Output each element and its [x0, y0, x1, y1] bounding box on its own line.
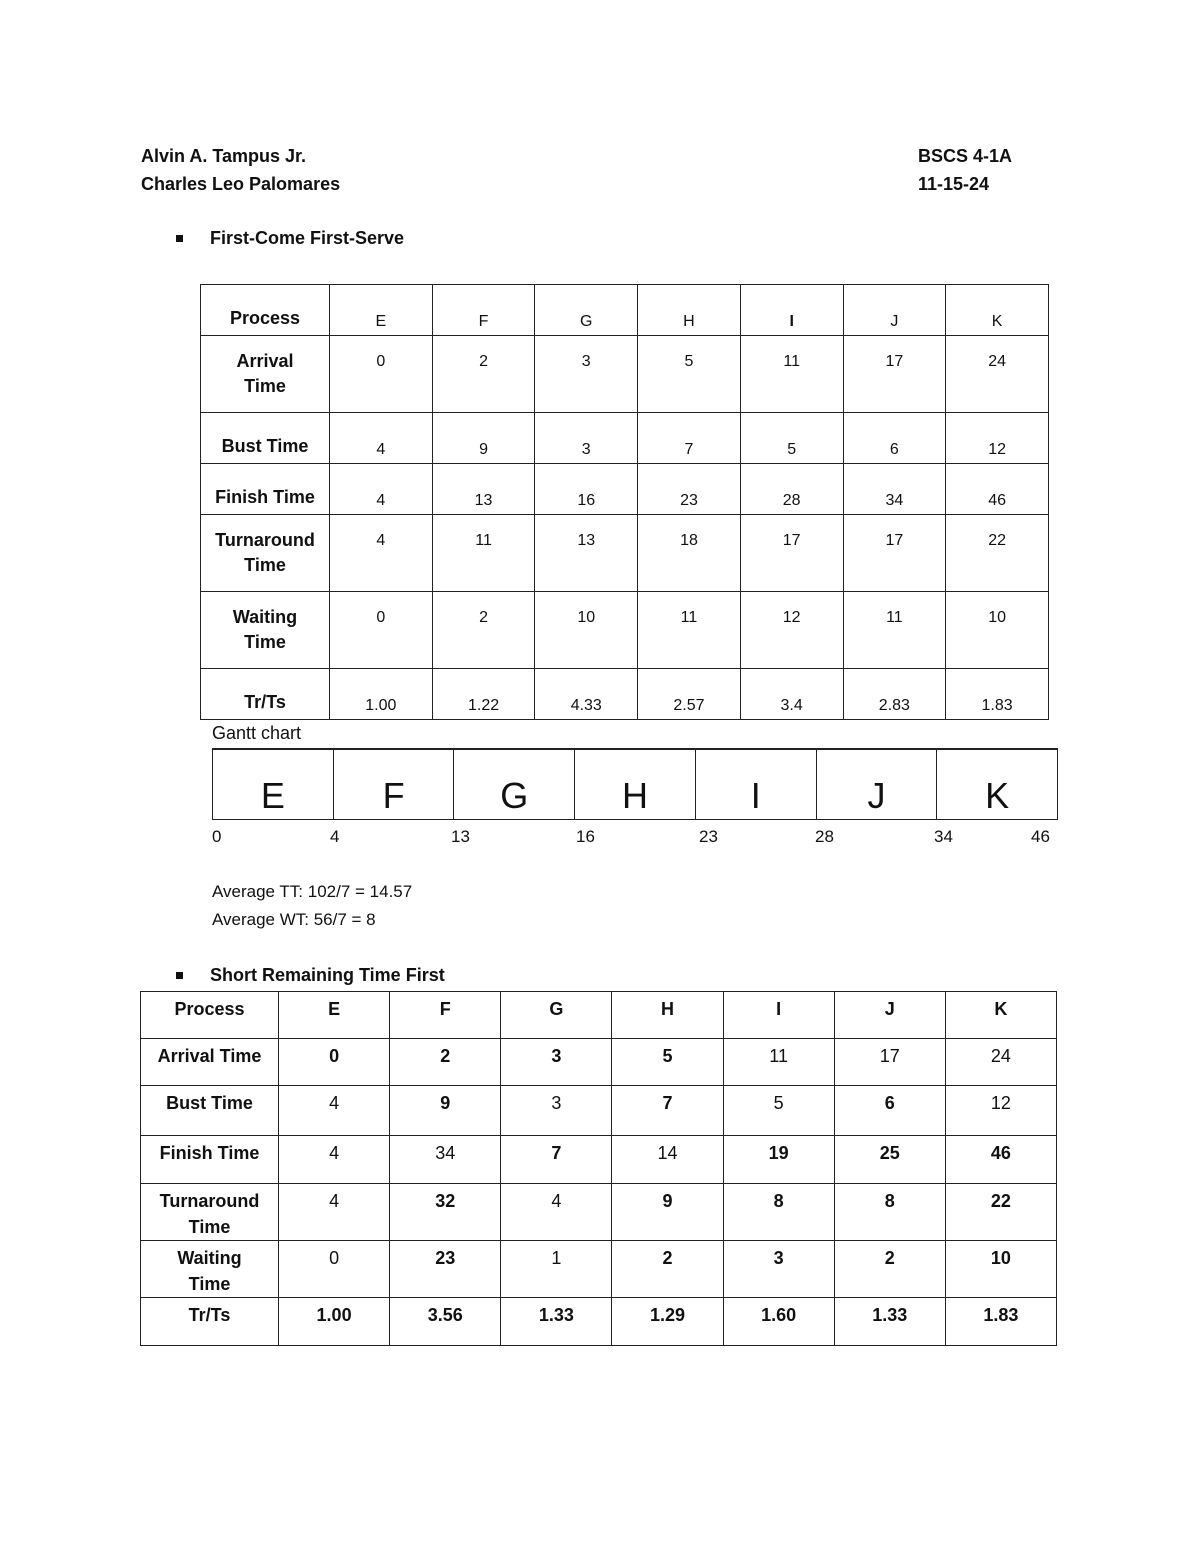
value-cell: 8 [723, 1184, 834, 1241]
bullet-icon [176, 235, 183, 242]
value-cell: 11 [432, 515, 535, 592]
row-label [141, 1184, 279, 1241]
value-cell: 10 [946, 592, 1049, 669]
gantt-block: G [454, 750, 575, 819]
gantt-tick: 46 [1031, 827, 1050, 846]
row-label [201, 515, 330, 592]
value-cell: 1 [501, 1241, 612, 1298]
value-cell: 7 [501, 1136, 612, 1184]
value-cell: 12 [740, 592, 843, 669]
value-cell: 11 [843, 592, 946, 669]
fcfs-table [200, 284, 1049, 720]
value-cell: 2.57 [638, 669, 741, 720]
process-cell: I [740, 285, 843, 336]
value-cell: 11 [638, 592, 741, 669]
gantt-block: J [817, 750, 938, 819]
gantt-title: Gantt chart [212, 723, 302, 743]
value-cell: 16 [535, 464, 638, 515]
process-cell: G [501, 992, 612, 1039]
average-wt: Average WT: 56/7 = 8 [212, 910, 376, 929]
value-cell: 4 [330, 515, 433, 592]
label-line: Time [188, 1274, 231, 1294]
process-cell: H [638, 285, 741, 336]
value-cell: 19 [723, 1136, 834, 1184]
label-line: Arrival [236, 351, 294, 371]
label-line: Turnaround [215, 530, 315, 550]
value-cell: 9 [612, 1184, 723, 1241]
label-line: Waiting [232, 607, 298, 627]
bullet-icon [176, 972, 183, 979]
gantt-tick: 34 [934, 827, 953, 846]
value-cell: 0 [279, 1241, 390, 1298]
value-cell: 4 [279, 1086, 390, 1136]
process-cell: J [834, 992, 945, 1039]
table-row [201, 592, 1049, 669]
gantt-block: K [985, 775, 1010, 816]
row-label [201, 592, 330, 669]
row-label: Tr/Ts [141, 1298, 279, 1346]
process-cell: J [843, 285, 946, 336]
table-row [141, 1241, 1057, 1298]
table-row [201, 413, 1049, 464]
row-label: Process [141, 992, 279, 1039]
value-cell: 13 [432, 464, 535, 515]
table-row [141, 992, 1057, 1039]
table-row [141, 1184, 1057, 1241]
value-cell: 6 [834, 1086, 945, 1136]
process-cell: K [946, 285, 1049, 336]
value-cell: 10 [945, 1241, 1056, 1298]
table-row [201, 285, 1049, 336]
value-cell: 10 [535, 592, 638, 669]
value-cell: 2.83 [843, 669, 946, 720]
value-cell: 11 [723, 1039, 834, 1086]
value-cell: 1.29 [612, 1298, 723, 1346]
srtf-table [140, 991, 1057, 1346]
value-cell: 17 [834, 1039, 945, 1086]
value-cell: 28 [740, 464, 843, 515]
value-cell: 3 [501, 1039, 612, 1086]
value-cell: 1.00 [279, 1298, 390, 1346]
value-cell: 17 [740, 515, 843, 592]
value-cell: 4 [330, 464, 433, 515]
gantt-tick: 4 [330, 827, 340, 846]
gantt-block: H [575, 750, 696, 819]
table-row [141, 1086, 1057, 1136]
row-label [141, 1241, 279, 1298]
value-cell: 12 [945, 1086, 1056, 1136]
table-row [141, 1136, 1057, 1184]
label-line: Turnaround [159, 1191, 260, 1211]
label-line: Time [244, 555, 286, 575]
process-cell: F [432, 285, 535, 336]
value-cell: 3 [723, 1241, 834, 1298]
value-cell: 5 [723, 1086, 834, 1136]
value-cell: 4 [330, 413, 433, 464]
value-cell: 7 [638, 413, 741, 464]
row-label: Arrival Time [141, 1039, 279, 1086]
value-cell: 0 [330, 336, 433, 413]
value-cell: 0 [279, 1039, 390, 1086]
value-cell: 4 [501, 1184, 612, 1241]
row-label: Finish Time [141, 1136, 279, 1184]
value-cell: 4 [279, 1136, 390, 1184]
section-code: BSCS 4-1A [918, 146, 1013, 166]
average-tt: Average TT: 102/7 = 14.57 [212, 882, 413, 901]
value-cell: 34 [390, 1136, 501, 1184]
value-cell: 2 [834, 1241, 945, 1298]
value-cell: 25 [834, 1136, 945, 1184]
value-cell: 8 [834, 1184, 945, 1241]
value-cell: 24 [946, 336, 1049, 413]
process-cell: K [945, 992, 1056, 1039]
gantt-tick: 13 [451, 827, 470, 846]
label-line: Time [188, 1217, 231, 1237]
value-cell: 13 [535, 515, 638, 592]
table-row [201, 669, 1049, 720]
row-label: Process [201, 285, 330, 336]
gantt-block: F [334, 750, 455, 819]
process-cell: I [723, 992, 834, 1039]
value-cell: 9 [432, 413, 535, 464]
process-cell: E [330, 285, 433, 336]
value-cell: 46 [946, 464, 1049, 515]
process-cell: E [279, 992, 390, 1039]
value-cell: 9 [390, 1086, 501, 1136]
value-cell: 22 [945, 1184, 1056, 1241]
process-cell: F [390, 992, 501, 1039]
value-cell: 11 [740, 336, 843, 413]
header-meta [918, 142, 1012, 198]
value-cell: 7 [612, 1086, 723, 1136]
row-label: Bust Time [201, 413, 330, 464]
value-cell: 0 [330, 592, 433, 669]
author-name-2: Charles Leo Palomares [141, 174, 341, 194]
value-cell: 12 [946, 413, 1049, 464]
label-line: Time [244, 632, 286, 652]
value-cell: 1.22 [432, 669, 535, 720]
value-cell: 23 [390, 1241, 501, 1298]
srtf-heading [176, 965, 445, 986]
header-names [141, 142, 340, 198]
table-row [141, 1298, 1057, 1346]
value-cell: 3 [535, 336, 638, 413]
row-label: Tr/Ts [201, 669, 330, 720]
process-cell: G [535, 285, 638, 336]
fcfs-title: First-Come First-Serve [210, 228, 405, 248]
value-cell: 17 [843, 336, 946, 413]
value-cell: 22 [946, 515, 1049, 592]
value-cell: 1.60 [723, 1298, 834, 1346]
value-cell: 3.4 [740, 669, 843, 720]
value-cell: 23 [638, 464, 741, 515]
table-row [201, 464, 1049, 515]
gantt-tick: 28 [815, 827, 834, 846]
value-cell: 1.83 [945, 1298, 1056, 1346]
gantt-chart [212, 748, 1058, 820]
srtf-title: Short Remaining Time First [210, 965, 445, 985]
gantt-block: I [696, 750, 817, 819]
value-cell: 2 [432, 336, 535, 413]
value-cell: 5 [612, 1039, 723, 1086]
value-cell: 3 [501, 1086, 612, 1136]
label-line: Time [244, 376, 286, 396]
table-row [201, 515, 1049, 592]
value-cell: 2 [390, 1039, 501, 1086]
value-cell: 5 [638, 336, 741, 413]
value-cell: 1.83 [946, 669, 1049, 720]
fcfs-heading [176, 228, 404, 249]
value-cell: 6 [843, 413, 946, 464]
value-cell: 32 [390, 1184, 501, 1241]
value-cell: 17 [843, 515, 946, 592]
value-cell: 18 [638, 515, 741, 592]
gantt-tick: 23 [699, 827, 718, 846]
label-line: Waiting [177, 1248, 242, 1268]
value-cell: 46 [945, 1136, 1056, 1184]
value-cell: 3 [535, 413, 638, 464]
value-cell: 24 [945, 1039, 1056, 1086]
value-cell: 1.33 [501, 1298, 612, 1346]
row-label: Finish Time [201, 464, 330, 515]
value-cell: 5 [740, 413, 843, 464]
author-name-1: Alvin A. Tampus Jr. [141, 146, 307, 166]
value-cell: 1.33 [834, 1298, 945, 1346]
table-row [141, 1039, 1057, 1086]
value-cell: 14 [612, 1136, 723, 1184]
value-cell: 4.33 [535, 669, 638, 720]
table-row [201, 336, 1049, 413]
value-cell: 1.00 [330, 669, 433, 720]
gantt-block: E [213, 750, 334, 819]
value-cell: 2 [432, 592, 535, 669]
date: 11-15-24 [918, 174, 990, 194]
gantt-tick: 16 [576, 827, 595, 846]
value-cell: 3.56 [390, 1298, 501, 1346]
row-label: Bust Time [141, 1086, 279, 1136]
process-cell: H [612, 992, 723, 1039]
value-cell: 2 [612, 1241, 723, 1298]
value-cell: 4 [279, 1184, 390, 1241]
value-cell: 34 [843, 464, 946, 515]
row-label [201, 336, 330, 413]
gantt-tick: 0 [212, 827, 222, 846]
